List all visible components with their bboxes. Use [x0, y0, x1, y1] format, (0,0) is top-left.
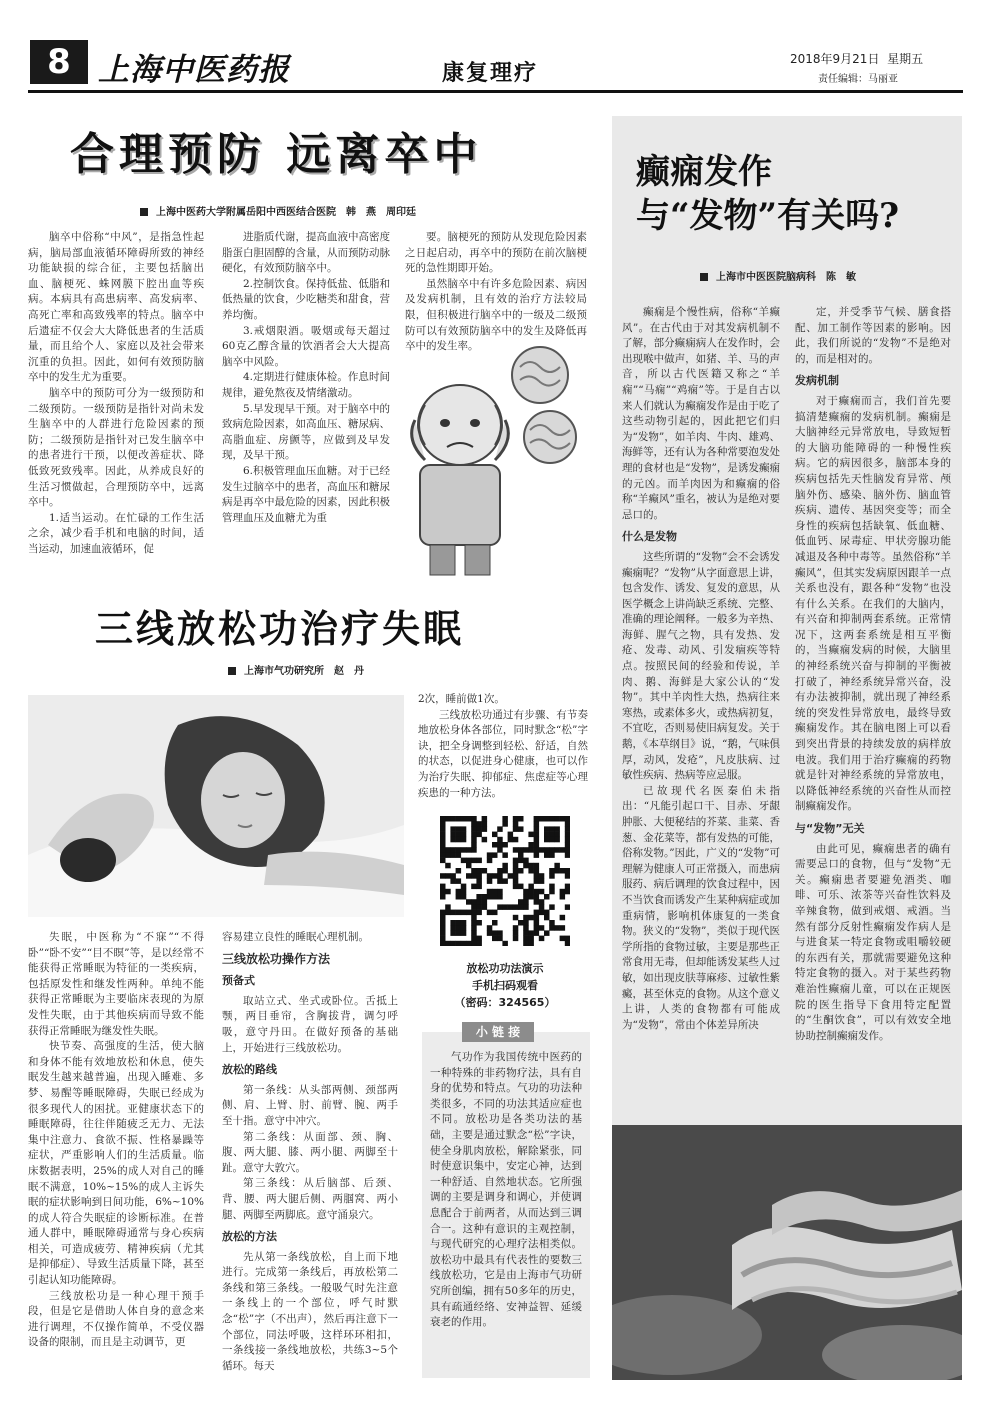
article3-col2	[222, 930, 398, 1374]
paragraph: 脑卒中俗称“中风”，是指急性起病，脑局部血液循环障碍所致的神经功能缺损的综合征，主要包括脑出血、脑梗死、蛛网膜下腔出血等疾病。本病具有高患病率、高发病率、高死亡率和高致残率的特点。脑卒中后遗症不仅会大大降低患者的生活质量，而且给个人、家庭以及社会带来沉重的负担。因此，如何有效预防脑卒中的发生尤为重要。	[28, 231, 204, 384]
byline-square-icon	[228, 667, 236, 675]
article1-col1	[28, 230, 204, 557]
subheading-unrelated: 与“发物”无关	[795, 822, 865, 835]
article2-title-line2: 与“发物”有关吗?	[636, 196, 900, 236]
paragraph: 3.戒烟限酒。吸烟或每天超过60克乙醇含量的饮酒者会大大提高脑卒中风险。	[222, 324, 390, 368]
article2-col1	[622, 305, 780, 1033]
headache-illustration	[395, 345, 600, 585]
paragraph: 容易建立良性的睡眠心理机制。	[222, 931, 369, 943]
paragraph: 进脂质代谢，提高血液中高密度脂蛋白胆固醇的含量，从而预防动脉硬化，有效预防脑卒中。	[222, 231, 390, 275]
qr-caption-line2: 手机扫码观看	[472, 979, 538, 992]
paragraph: 气功作为我国传统中医药的一种特殊的非药物疗法，具有自身的优势和特点。气功的功法种类很多，不同的功法其适应症也不同。放松功是各类功法的基础，主要是通过默念“松”字诀，使全身肌肉放松，解除紧张，同时使意识集中，安定心神，达到一种舒适、自然地状态。它所强调的主要是调身和调心，并使调息配合于前两者，从而达到三调合一。这种有意识的主观控制，与现代研究的心理疗法相类似。放松功中最具有代表性的要数三线放松功，它是由上海市气功研究所创编，拥有50多年的历史，具有疏通经络、安神益智、延缓衰老的作用。	[430, 1051, 582, 1329]
article3-byline-text: 上海市气功研究所 赵 丹	[244, 666, 364, 677]
article3-title: 三线放松功治疗失眠	[95, 606, 465, 651]
article1-byline	[140, 203, 416, 218]
paragraph: 取站立式、坐式或卧位。舌抵上颚，两目垂帘，含胸拔背，调匀呼吸，意守丹田。在做好预备的基础上，开始进行三线放松功。	[222, 994, 398, 1054]
paragraph: 6.积极管理血压血糖。对于已经发生过脑卒中的患者，高血压和糖尿病是再卒中最危险的因素，因此积极管理血压及血糖尤为重	[222, 464, 390, 524]
paragraph: 1.适当运动。在忙碌的工作生活之余，减少看手机和电脑的时间，适当运动，加速血液循环，促	[28, 511, 204, 555]
article2-title	[636, 150, 899, 238]
subheading-route: 放松的路线	[222, 1063, 277, 1077]
paragraph: 由此可见，癫痫患者的确有需要忌口的食物，但与“发物”无关。癫痫患者要避免酒类、咖啡、可乐、浓茶等兴奋性饮料及辛辣食物，做到戒烟、戒酒。当然有部分反射性癫痫发作病人是与进食某一特定食物或咀嚼较硬的东西有关，那就需要避免这种特定食物的摄入。对于某些药物难治性癫痫儿童，可以在正规医院的医生指导下食用特定配置的“生酮饮食”，可以有效安全地协助控制癫痫发作。	[795, 842, 951, 1042]
subheading-prep: 预备式	[222, 974, 255, 988]
paragraph: 2.控制饮食。保持低盐、低脂和低热量的饮食，少吃糖类和甜食，营养均衡。	[222, 277, 390, 321]
paragraph: 5.早发现早干预。对于脑卒中的致病危险因素，如高血压、糖尿病、高脂血症、房颤等，应做到及早发现，及早干预。	[222, 402, 390, 462]
qr-caption-line1: 放松功功法演示	[466, 962, 544, 975]
article3-right-top	[418, 692, 588, 801]
byline-square-icon	[140, 208, 148, 216]
paragraph: 脑卒中的预防可分为一级预防和二级预防。一级预防是指针对尚未发生脑卒中的人群进行危险因素的预防；二级预防是指针对已发生脑卒中的患者进行干预，以便改善症状、降低致死致残率。因此，从养成良好的生活习惯做起，合理预防卒中，远离卒中。	[28, 386, 204, 509]
section-name: 康复理疗	[442, 61, 539, 86]
subheading-what-is-fawu: 什么是发物	[622, 530, 677, 544]
article2-title-line1: 癫痫发作	[636, 152, 772, 192]
paragraph: 要。脑梗死的预防从发现危险因素之日起启动，再卒中的预防在前次脑梗死的急性期即开始。	[405, 231, 587, 275]
article1-byline-text: 上海中医药大学附属岳阳中西医结合医院 韩 燕 周印廷	[156, 207, 416, 218]
insomnia-photo	[28, 695, 404, 917]
subheading-method: 三线放松功操作方法	[222, 951, 331, 966]
paragraph: 癫痫是个慢性病，俗称“羊癫风”。在古代由于对其发病机制不了解，部分癫痫病人在发作时，会出现喉中做声，如猪、羊、马的声音，所以古代医籍又称之“羊痫”“马痫”“鸡痫”等。于是自古以来人们就认为癫痫发作是由于吃了这些动物引起的，因此把它们归为“发物”，如羊肉、牛肉、雄鸡、海鲜等，还有认为各种常要泡发处理的食材也是“发物”，是诱发癫痫的元凶。而羊肉因为和癫痫的俗称“羊癫风”重名，被认为是绝对要忌口的。	[622, 306, 780, 521]
paragraph: 快节奏、高强度的生活，使大脑和身体不能有效地放松和休息，使失眠发生越来越普遍，出现入睡难、多梦、易醒等睡眠障碍，失眠已经成为很多现代人的困扰。亚健康状态下的睡眠障碍，往往伴随疲乏无力、无法集中注意力、食欲不振、性格暴躁等症状，严重影响人们的生活质量。临床数据表明，25%的成人对自己的睡眠不满意，10%~15%的成人主诉失眠的症状影响到日间功能，6%~10%的成人符合失眠症的诊断标准。在普通人群中，睡眠障碍通常与身心疾病相关，可造成疲劳、精神疾病（尤其是抑郁症）、导致生活质量下降，甚至引起认知功能障碍。	[28, 1040, 204, 1287]
paragraph: 这些所谓的“发物”会不会诱发癫痫呢？“发物”从字面意思上讲，包含发作、诱发、复发的意思，从医学概念上讲尚缺乏系统、完整、准确的理论阐释。一般多为辛热、海鲜、腥气之物，具有发热、发疮、发毒、动风、引发痼疾等特点。按照民间的经验和传说，羊肉、鹅、海鲜是大家公认的“发物”。其中羊肉性大热，热病往来寒热，或素体多火，或热病初复，不宜吃，否则易使旧病复发。关于鹅，《本草纲目》说，“鹅，气味俱厚，动风，发疮”，凡皮肤病、过敏性疾病、热病等应忌服。	[622, 550, 780, 782]
paragraph: 2次，睡前做1次。	[418, 693, 505, 705]
paragraph: 已故现代名医秦伯未指出：“凡能引起口干、目赤、牙龈肿胀、大便秘结的芥菜、韭菜、香葱、金花菜等，都有发热的可能，俗称发物。”因此，广义的“发物”可理解为健康人可正常摄入，而患病服药、病后调理的饮食过程中，因不当饮食而诱发产生某种病症或加重病情，影响机体康复的一类食物。狭义的“发物”，类似于现代医学所指的食物过敏，主要是那些正常食用无毒，但却能诱发某些人过敏，如出现皮肤荨麻疹、过敏性紫癜，甚至休克的食物。从这个意义上讲，人类的食物都有可能成为“发物”，常由个体差异所决	[622, 784, 780, 1031]
article2-byline	[700, 268, 856, 283]
paragraph: 先从第一条线放松，自上而下地进行。完成第一条线后，再放松第二条线和第三条线。一般吸气时先注意一条线上的一个部位，呼气时默念“松”字（不出声），然后再注意下一个部位，同法呼吸，这样环环相扣，一条线接一条线地放松，共练3~5个循环。每天	[222, 1250, 398, 1372]
page-number-box	[30, 40, 88, 84]
paragraph: 第三条线：从后脑部、后颈、背、腰、两大腿后侧、两腘窝、两小腿、两脚至两脚底。意守涌泉穴。	[222, 1177, 398, 1221]
subheading-mechanism: 发病机制	[795, 374, 839, 388]
issue-date: 2018年9月21日 星期五	[790, 52, 924, 66]
paragraph: 虽然脑卒中有许多危险因素、病因及发病机制，且有效的治疗方法较局限，但积极进行脑卒中的一级及二级预防可以有效预防脑卒中的发生及降低再卒中的发生率。	[405, 277, 587, 353]
masthead-rule	[28, 90, 963, 93]
article1-col2	[222, 230, 390, 526]
qr-code[interactable]	[440, 816, 570, 946]
paragraph: 第一条线：从头部两侧、颈部两侧、肩、上臂、肘、前臂、腕、两手至十指。意守中冲穴。	[222, 1083, 398, 1127]
page-number: 8	[47, 42, 71, 82]
paragraph: 失眠，中医称为“不寐”“不得卧”“卧不安”“目不瞑”等，是以经常不能获得正常睡眠为特征的一类疾病，包括原发性和继发性两种。单纯不能获得正常睡眠为主要临床表现的为原发性失眠，由于其他疾病而导致不能获得正常睡眠为继发性失眠。	[28, 931, 204, 1037]
paragraph: 三线放松功是一种心理干预手段，但是它是借助人体自身的意念来进行调理，不仅操作简单，不受仪器设备的限制，而且是主动调节，更	[28, 1289, 204, 1349]
editor-credit: 责任编辑：马丽亚	[818, 74, 898, 85]
article1-col3	[405, 230, 587, 355]
paragraph: 三线放松功通过有步骤、有节奏地放松身体各部位，同时默念“松”字诀，把全身调整到轻松、舒适，自然的状态，以促进身心健康，也可以作为治疗失眠、抑郁症、焦虑症等心理疾患的一种方法。	[418, 708, 588, 799]
sidebar-body	[430, 1050, 582, 1331]
meat-photo	[612, 1125, 962, 1380]
paragraph: 第二条线：从面部、颈、胸、腹、两大腿、膝、两小腿、两脚至十趾。意守大敦穴。	[222, 1130, 398, 1174]
sidebar-label: 小 链 接	[462, 1022, 534, 1042]
paragraph: 4.定期进行健康体检。作息时间规律，避免熬夜及情绪激动。	[222, 371, 390, 399]
article1-title: 合理预防 远离卒中	[70, 129, 483, 180]
paragraph: 定，并受季节气候、膳食搭配、加工制作等因素的影响。因此，我们所说的“发物”不是绝对的，而是相对的。	[795, 306, 951, 365]
subheading-relax-method: 放松的方法	[222, 1230, 277, 1244]
paragraph: 对于癫痫而言，我们首先要搞清楚癫痫的发病机制。癫痫是大脑神经元异常放电，导致短暂的大脑功能障碍的一种慢性疾病。它的病因很多，脑部本身的疾病包括先天性脑发育异常、颅脑外伤、感染、脑外伤、脑血管疾病、遗传、基因突变等；而全身性的疾病包括缺氧、低血糖、低血钙、尿毒症、甲状旁腺功能减退及各种中毒等。虽然俗称“羊癫风”，但其实发病原因跟羊一点关系也没有，跟各种“发物”也没有什么关系。在我们的大脑内，有兴奋和抑制两套系统。正常情况下，这两套系统是相互平衡的，当癫痫发病的时候，大脑里的神经系统兴奋与抑制的平衡被打破了，神经系统异常兴奋，没有办法被抑制，就出现了神经系统的突发性异常放电，最终导致癫痫发作。其在脑电图上可以看到突出背景的持续发放的病样放电波。我们用于治疗癫痫的药物就是针对神经系统的异常放电，以降低神经系统的兴奋性从而控制癫痫发作。	[795, 394, 951, 813]
article3-col1	[28, 930, 204, 1351]
qr-caption-line3: （密码：324565）	[454, 996, 556, 1009]
qr-caption	[420, 960, 590, 1011]
article2-col2	[795, 305, 951, 1044]
paper-name: 上海中医药报	[98, 52, 290, 88]
article2-byline-text: 上海市中医医院脑病科 陈 敏	[716, 272, 856, 283]
byline-square-icon	[700, 273, 708, 281]
article3-byline	[228, 662, 364, 677]
